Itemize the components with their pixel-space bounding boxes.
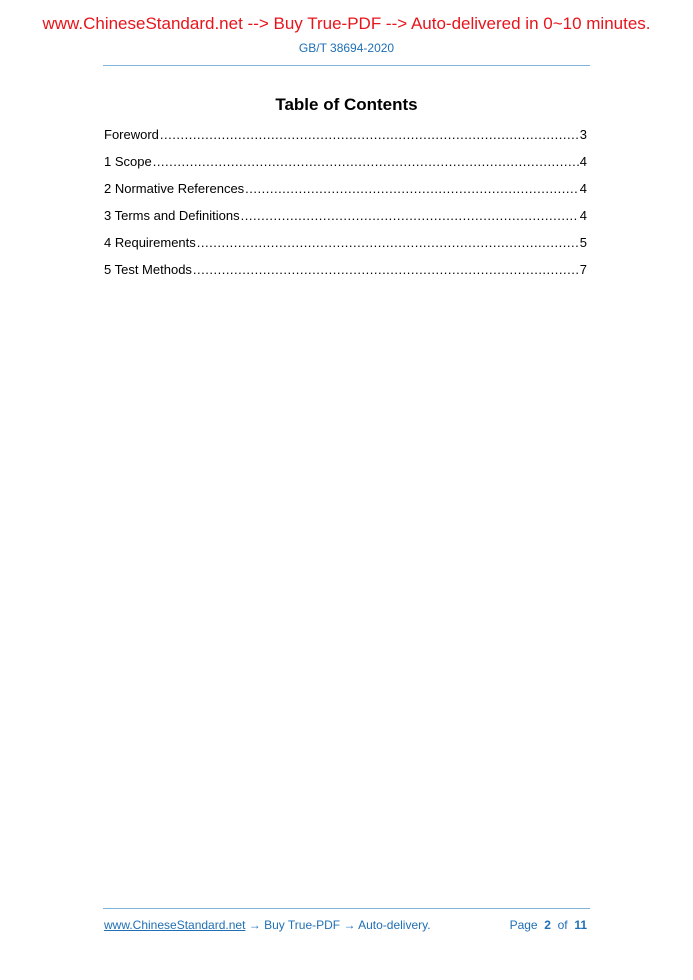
footer-link[interactable]: www.ChineseStandard.net: [104, 918, 246, 932]
standard-code: GB/T 38694-2020: [298, 41, 395, 55]
toc-entry-label: 5 Test Methods: [104, 262, 192, 277]
dot-leader: [241, 208, 579, 223]
toc-entry-page: 4: [579, 208, 587, 223]
header-divider: [103, 65, 590, 66]
footer-promo: [104, 918, 431, 932]
toc-entry-normative-references[interactable]: [104, 181, 587, 208]
toc-entry-page: 4: [579, 181, 587, 196]
toc-entry-page: 4: [579, 154, 587, 169]
toc-entry-foreword[interactable]: [104, 127, 587, 154]
toc-entry-scope[interactable]: [104, 154, 587, 181]
footer-promo-text: → Buy True-PDF → Auto-delivery.: [245, 918, 431, 932]
dot-leader: [193, 262, 579, 277]
toc-entry-test-methods[interactable]: [104, 262, 587, 289]
toc-entry-label: 4 Requirements: [104, 235, 196, 250]
toc-entry-label: 3 Terms and Definitions: [104, 208, 240, 223]
footer-divider: [103, 908, 590, 909]
toc-entry-page: 5: [579, 235, 587, 250]
toc-entry-label: 2 Normative References: [104, 181, 245, 196]
top-banner[interactable]: www.ChineseStandard.net --> Buy True-PDF --> Auto-delivered in 0~10 minutes.: [42, 14, 651, 33]
toc-entry-page: 7: [579, 262, 587, 277]
page-word: Page: [509, 918, 538, 932]
toc-entry-requirements[interactable]: [104, 235, 587, 262]
toc-entry-label: 1 Scope: [104, 154, 152, 169]
page-footer: [104, 918, 587, 932]
toc-title: Table of Contents: [275, 95, 418, 114]
dot-leader: [245, 181, 579, 196]
page-number: [510, 918, 587, 932]
toc-entry-terms-definitions[interactable]: [104, 208, 587, 235]
current-page: 2: [544, 918, 551, 932]
dot-leader: [197, 235, 579, 250]
toc-entry-page: 3: [579, 127, 587, 142]
toc-list: [104, 127, 587, 289]
dot-leader: [153, 154, 579, 169]
dot-leader: [160, 127, 579, 142]
toc-entry-label: Foreword: [104, 127, 159, 142]
of-word: of: [557, 918, 568, 932]
total-pages: 11: [574, 918, 587, 932]
